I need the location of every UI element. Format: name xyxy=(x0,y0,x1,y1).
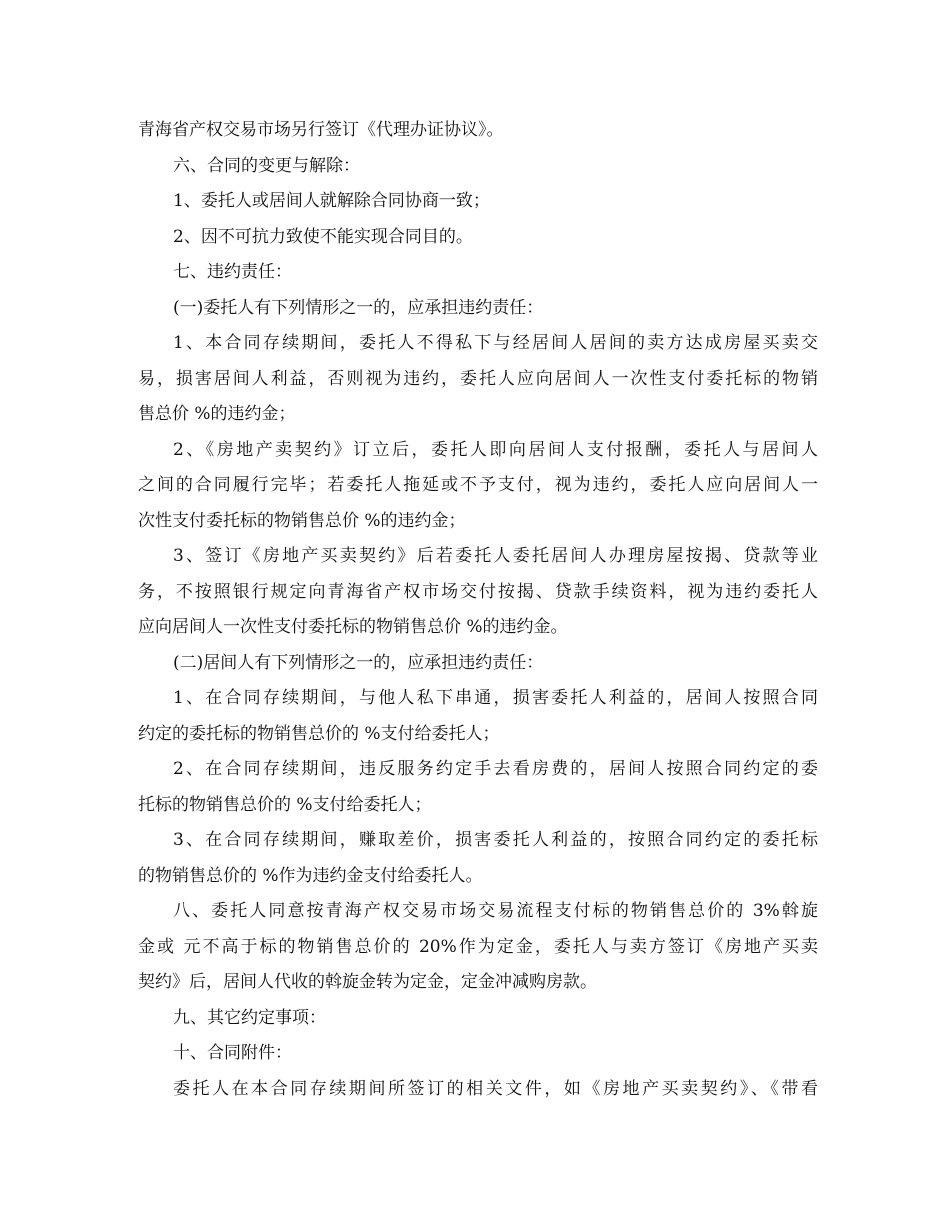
section-heading: 九、其它约定事项： xyxy=(173,1007,326,1028)
text-line: 2、在合同存续期间，违反服务约定手去看房费的，居间人按照合同约定的委 xyxy=(173,759,818,779)
text-line: 应向居间人一次性支付委托标的物销售总价 %的违约金。 xyxy=(138,617,568,637)
list-item: 2、因不可抗力致使不能实现合同目的。 xyxy=(173,226,473,247)
subsection-heading: (一)委托人有下列情形之一的，应承担违约责任： xyxy=(173,297,544,318)
section-heading: 十、合同附件： xyxy=(173,1043,292,1063)
text-line: 的物销售总价的 %作为违约金支付给委托人。 xyxy=(138,865,483,886)
text-line: 1、在合同存续期间，与他人私下串通，损害委托人利益的，居间人按照合同 xyxy=(173,688,818,708)
list-item: 1、委托人或居间人就解除合同协商一致； xyxy=(173,191,490,211)
text-line: 1、本合同存续期间，委托人不得私下与经居间人居间的卖方达成房屋买卖交 xyxy=(173,333,818,353)
section-heading: 六、合同的变更与解除： xyxy=(173,155,360,176)
subsection-heading: (二)居间人有下列情形之一的，应承担违约责任： xyxy=(173,652,544,673)
text-line: 次性支付委托标的物销售总价 %的违约金； xyxy=(138,510,466,531)
section-heading: 八、委托人同意按青海产权交易市场交易流程支付标的物销售总价的 3%斡旋 xyxy=(173,901,818,921)
text-line: 契约》后，居间人代收的斡旋金转为定金，定金冲减购房款。 xyxy=(138,972,597,992)
text-line: 3、签订《房地产买卖契约》后若委托人委托居间人办理房屋按揭、贷款等业 xyxy=(173,546,818,566)
text-line: 3、在合同存续期间，赚取差价，损害委托人利益的，按照合同约定的委托标 xyxy=(173,830,818,850)
text-line: 之间的合同履行完毕；若委托人拖延或不予支付，视为违约，委托人应向居间人一 xyxy=(138,475,818,495)
text-line: 金或 元不高于标的物销售总价的 20%作为定金，委托人与卖方签订《房地产买卖 xyxy=(138,936,818,957)
text-line: 务，不按照银行规定向青海省产权市场交付按揭、贷款手续资料，视为违约委托人 xyxy=(138,581,818,602)
text-line: 约定的委托标的物销售总价的 %支付给委托人； xyxy=(138,723,500,744)
text-line: 易，损害居间人利益，否则视为违约，委托人应向居间人一次性支付委托标的物销 xyxy=(138,368,818,389)
text-line: 青海省产权交易市场另行签订《代理办证协议》。 xyxy=(138,120,504,140)
text-line: 2、《房地产卖契约》订立后，委托人即向居间人支付报酬，委托人与居间人 xyxy=(173,439,818,460)
section-heading: 七、违约责任： xyxy=(173,262,292,282)
text-line: 售总价 %的违约金； xyxy=(138,404,296,424)
text-line: 委托人在本合同存续期间所签订的相关文件，如《房地产买卖契约》、《带看 xyxy=(173,1078,818,1099)
document-body xyxy=(138,113,818,1107)
text-line: 托标的物销售总价的 %支付给委托人； xyxy=(138,794,432,815)
